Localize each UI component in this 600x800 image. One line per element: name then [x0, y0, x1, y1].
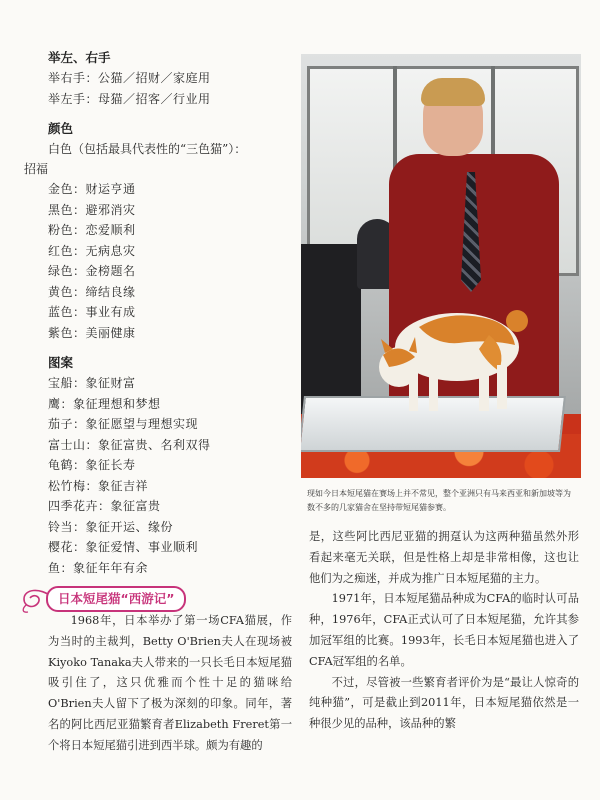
article-heading: 日本短尾猫“西游记”	[46, 586, 186, 612]
list-item: 樱花：象征爱情、事业顺利	[48, 540, 199, 554]
article-column-left	[48, 611, 292, 757]
list-item: 绿色：金榜题名	[48, 264, 136, 278]
article-paragraph: 1968年，日本举办了第一场CFA猫展，作为当时的主裁判，Betty O'Brien夫人在现场被Kiyoko Tanaka夫人带来的一只长毛日本短尾猫吸引住了，这只优雅而个性十足的猫咪给O'Brien夫人留下了极为深刻的印象。同年，著名的阿比西尼亚猫繁育者Elizabeth Freret第一个将日本短尾猫引进到西半球。颇为有趣的	[48, 614, 292, 752]
article-paragraph: 1971年，日本短尾猫品种成为CFA的临时认可品种，1976年，CFA正式认可了日本短尾猫，允许其参加冠军组的比赛。1993年，长毛日本短尾猫也进入了CFA冠军组的名单。	[309, 592, 579, 668]
symbolism-list	[24, 48, 294, 578]
list-item: 松竹梅：象征吉祥	[48, 478, 149, 493]
list-item: 粉色：恋爱顺利	[48, 223, 136, 237]
photo-caption: 现如今日本短尾猫在赛场上并不常见，整个亚洲只有马来西亚和新加坡等为数不多的几家猫舍在坚持带短尾猫参赛。	[307, 489, 571, 512]
article-column-right	[309, 527, 579, 735]
list-item: 紫色：美丽健康	[48, 325, 136, 340]
article-paragraph: 是，这些阿比西尼亚猫的拥趸认为这两种猫虽然外形看起来毫无关联，但是性格上却是非常相像，这也让他们为之痴迷，并成为推广日本短尾猫的主力。	[309, 530, 579, 585]
list-item-white-line1: 白色（包括最具代表性的“三色猫”）：	[48, 142, 247, 156]
section-heading-colors: 颜色	[48, 121, 74, 136]
article-paragraph: 不过，尽管被一些繁育者评价为是“最让人惊奇的纯种猫”，可是截止到2011年，日本短尾猫依然是一种很少见的品种，该品种的繁	[309, 675, 579, 731]
list-item: 举右手：公猫／招财／家庭用	[48, 71, 211, 85]
list-item: 铃当：象征开运、缘份	[48, 519, 174, 534]
photo-judge-hair	[421, 78, 485, 106]
list-item-white-line2: 招福	[24, 162, 49, 176]
article-heading-area	[18, 583, 218, 613]
list-item: 鱼：象征年年有余	[48, 560, 149, 575]
list-item: 举左手：母猫／招客／行业用	[48, 91, 211, 106]
list-item: 金色：财运亨通	[48, 182, 136, 196]
list-item: 蓝色：事业有成	[48, 305, 136, 319]
section-heading-patterns: 图案	[48, 355, 74, 370]
list-item: 茄子：象征愿望与理想实现	[48, 417, 199, 431]
section-heading-hands: 举左、右手	[48, 50, 111, 65]
list-item: 黄色：缔结良缘	[48, 284, 136, 299]
list-item: 红色：无病息灾	[48, 243, 136, 258]
list-item: 富士山：象征富贵、名利双得	[48, 437, 211, 452]
cat-show-photo	[301, 54, 581, 478]
list-item: 龟鹤：象征长寿	[48, 458, 136, 472]
list-item: 宝船：象征财富	[48, 376, 136, 390]
list-item: 四季花卉：象征富贵	[48, 499, 161, 513]
list-item: 黑色：避邪消灾	[48, 202, 136, 217]
list-item: 鹰：象征理想和梦想	[48, 396, 161, 411]
photo-bobtail-cat	[339, 279, 539, 419]
